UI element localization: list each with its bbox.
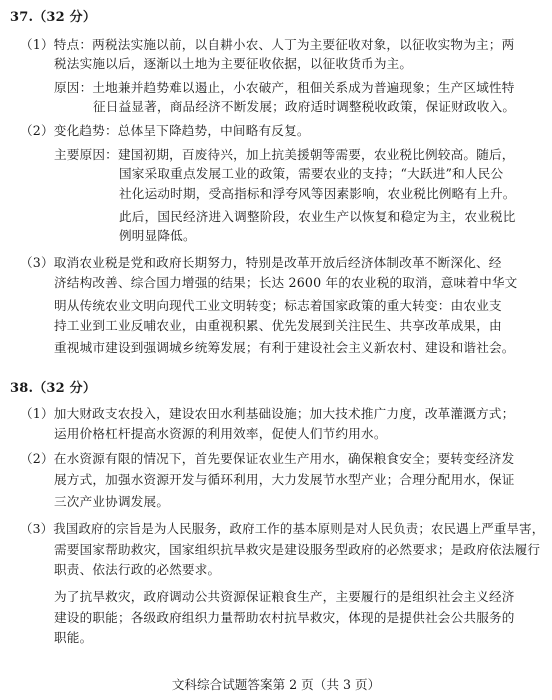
q37-part3-line: 重视城市建设到强调城乡统筹发展；有利于建设社会主义新农村、建设和谐社会。 <box>54 340 515 355</box>
q38-part2-line: （2）在水资源有限的情况下，首先要保证农业生产用水，确保粮食安全；要转变经济发 <box>20 451 515 466</box>
q37-part2-reason-line: 国家采取重点发展工业的政策，需要农业的支持；“大跃进”和人民公 <box>119 166 504 181</box>
q37-part3-line: 济结构改善、综合国力增强的结果；长达 2600 年的农业税的取消，意味着中华文 <box>54 275 518 290</box>
q37-part2-reason-line: 此后，国民经济进入调整阶段，农业生产以恢复和稳定为主，农业税比 <box>119 209 516 224</box>
q37-part1-reason-line: 征日益显著，商品经济不断发展；政府适时调整税收政策，保证财政收入。 <box>93 99 516 114</box>
q38-part3-line: 职责、依法行政的必然要求。 <box>54 562 221 577</box>
q37-part2-line: （2）变化趋势：总体呈下降趋势，中间略有反复。 <box>20 123 310 138</box>
q38-part2-line: 展方式，加强水资源开发与循环利用，大力发展节水型产业；合理分配用水，保证 <box>54 472 515 487</box>
q37-heading: 37.（32 分） <box>10 10 97 25</box>
q37-part1-reason-line: 原因：土地兼并趋势难以遏止，小农破产，租佃关系成为普遍现象；生产区域性特 <box>54 80 515 95</box>
q38-part2-line: 三次产业协调发展。 <box>54 494 170 509</box>
q37-part1-line: （1）特点：两税法实施以前，以自耕小农、人丁为主要征收对象，以征收实物为主；两 <box>20 37 515 52</box>
q37-part3-line: 明从传统农业文明向现代工业文明转变；标志着国家政策的重大转变：由农业支 <box>54 298 502 313</box>
q37-part2-reason-line: 例明显降低。 <box>119 228 196 243</box>
q38-part3-line: 职能。 <box>54 630 93 645</box>
q38-part3-line: 建设的职能；各级政府组织力量帮助农村抗旱救灾，体现的是提供社会公共服务的 <box>54 610 515 625</box>
q38-part1-line: 运用价格杠杆提高水资源的利用效率，促使人们节约用水。 <box>54 426 387 441</box>
q38-part3-line: 为了抗旱救灾，政府调动公共资源保证粮食生产，主要履行的是组织社会主义经济 <box>54 589 515 604</box>
q38-part1-line: （1）加大财政支农投入，建设农田水利基础设施；加大技术推广力度，改革灌溉方式； <box>20 406 515 421</box>
q37-part3-line: （3）取消农业税是党和政府长期努力，特别是改革开放后经济体制改革不断深化、经 <box>20 255 502 270</box>
page-footer: 文科综合试题答案第 2 页（共 3 页） <box>171 677 381 692</box>
q37-part1-line: 税法实施以后，逐渐以土地为主要征收依据，以征收货币为主。 <box>54 56 413 71</box>
q38-heading: 38.（32 分） <box>10 381 97 396</box>
q37-part2-reason-line: 主要原因：建国初期，百废待兴，加上抗美援朝等需要，农业税比例较高。随后， <box>54 147 515 162</box>
q37-part2-reason-line: 社化运动时期，受高指标和浮夸风等因素影响，农业税比例略有上升。 <box>119 186 516 201</box>
q38-part3-line: 需要国家帮助救灾，国家组织抗旱救灾是建设服务型政府的必然要求；是政府依法履行 <box>54 542 541 557</box>
q37-part3-line: 持工业到工业反哺农业，由重视积累、优先发展到关注民生、共享改革成果，由 <box>54 318 502 333</box>
q38-part3-line: （3）我国政府的宗旨是为人民服务，政府工作的基本原则是对人民负责；农民遇上严重旱害， <box>20 521 545 536</box>
